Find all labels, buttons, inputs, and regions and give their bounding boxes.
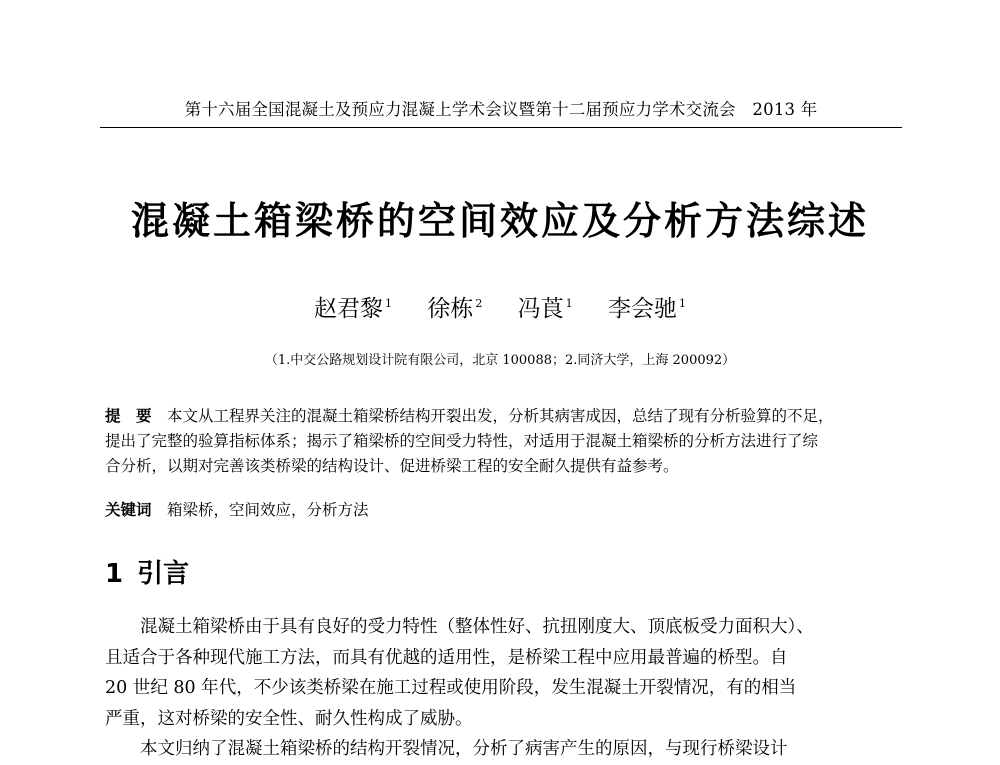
body-line: 严重，这对桥梁的安全性、耐久性构成了威胁。 xyxy=(105,708,473,729)
abstract-line: 合分析，以期对完善该类桥梁的结构设计、促进桥梁工程的安全耐久提供有益参考。 xyxy=(105,457,679,475)
author xyxy=(608,296,686,322)
body-line: 且适合于各种现代施工方法，而具有优越的适用性，是桥梁工程中应用最普遍的桥型。自 xyxy=(105,647,788,668)
author-affil-mark: 2 xyxy=(475,297,483,311)
abstract-line xyxy=(105,404,900,429)
abstract-line: 提出了完整的验算指标体系；揭示了箱梁桥的空间受力特性，对适用于混凝土箱梁桥的分析方法进行了综 xyxy=(105,432,819,450)
abstract xyxy=(105,404,900,479)
body-line: 本文归纳了混凝土箱梁桥的结构开裂情况，分析了病害产生的原因，与现行桥梁设计 xyxy=(140,739,788,759)
author-affil-mark: 1 xyxy=(678,297,686,311)
body-text xyxy=(105,612,900,765)
author xyxy=(427,296,482,322)
affiliation: （1.中交公路规划设计院有限公司，北京 100088；2.同济大学，上海 200092） xyxy=(264,353,736,368)
keywords-text: 箱梁桥，空间效应，分析方法 xyxy=(167,501,369,519)
keywords xyxy=(105,498,369,520)
author-affil-mark: 1 xyxy=(385,297,393,311)
author-name: 冯莨 xyxy=(517,296,564,322)
section-heading xyxy=(105,553,189,590)
author xyxy=(314,296,392,322)
conference-header: 第十六届全国混凝土及预应力混凝上学术会议暨第十二届预应力学术交流会 2013 年 xyxy=(184,100,818,119)
section-title: 引言 xyxy=(137,559,190,589)
paper-title: 混凝土箱梁桥的空间效应及分析方法综述 xyxy=(130,199,869,243)
author-name: 赵君黎 xyxy=(314,296,384,322)
author-affil-mark: 1 xyxy=(565,297,573,311)
author xyxy=(518,296,573,322)
body-line: 混凝土箱梁桥由于具有良好的受力特性（整体性好、抗扭刚度大、顶底板受力面积大）、 xyxy=(140,617,814,637)
header-rule xyxy=(100,127,902,128)
section-number: 1 xyxy=(105,559,124,589)
keywords-label: 关键词 xyxy=(105,501,152,519)
author-list xyxy=(0,290,1000,323)
abstract-text: 本文从工程界关注的混凝土箱梁桥结构开裂出发，分析其病害成因，总结了现有分析验算的不足， xyxy=(167,407,834,425)
author-name: 徐栋 xyxy=(427,296,474,322)
author-name: 李会驰 xyxy=(607,296,677,322)
body-line: 20 世纪 80 年代，不少该类桥梁在施工过程或使用阶段，发生混凝土开裂情况，有的相当 xyxy=(105,678,797,698)
abstract-label: 提 要 xyxy=(105,407,152,425)
